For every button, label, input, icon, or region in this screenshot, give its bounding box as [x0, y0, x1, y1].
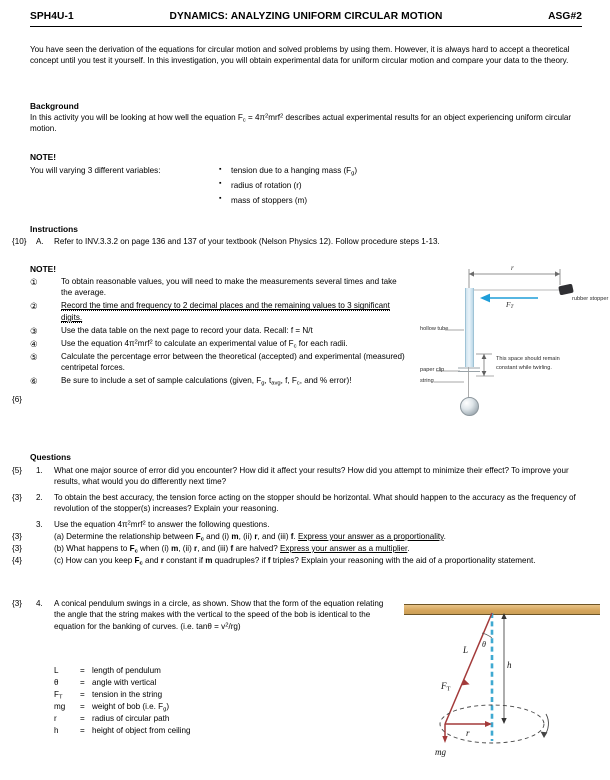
instructions-mark: {10}	[12, 237, 27, 246]
definitions-table	[54, 665, 191, 737]
question-3b-underlined: Express your answer as a multiplier	[280, 544, 408, 553]
definition-meaning-base: weight of bob (i.e. F	[92, 702, 164, 712]
instructions-heading: Instructions	[30, 224, 78, 234]
note2-item-3-sup2: 2	[149, 339, 153, 346]
definition-symbol: L	[54, 666, 59, 675]
definition-symbol: r	[54, 714, 57, 724]
list-marker: ④	[30, 338, 38, 349]
question-3b-mark: {3}	[12, 544, 22, 553]
note2-item-5-d: , and % error)!	[299, 376, 352, 386]
definition-symbol: mg	[54, 702, 66, 712]
question-3b-f: f	[230, 544, 234, 553]
question-3a-underlined: Express your answer as a proportionality	[297, 532, 444, 541]
note2-item-1-text: Record the time and frequency to 2 decimal places and the remaining values to 3 significant digits.	[61, 301, 390, 322]
question-4-number: 4.	[36, 599, 43, 608]
list-item: ▪ mass of stoppers (m)	[218, 195, 518, 206]
questions-heading: Questions	[30, 452, 71, 462]
note1-item-0: tension due to a hanging mass (F	[231, 166, 352, 175]
question-3a-r: r	[254, 532, 258, 541]
page-title: DYNAMICS: ANALYZING UNIFORM CIRCULAR MOTION	[169, 11, 443, 22]
question-3-c: to answer the following questions.	[145, 520, 270, 529]
hanging-mass-shape	[460, 397, 479, 416]
definition-equals: =	[80, 726, 85, 736]
note2-item-3-c: to calculate an experimental value of F	[152, 338, 294, 348]
list-item	[30, 300, 408, 323]
list-item	[218, 165, 518, 176]
table-row	[54, 713, 191, 725]
question-3c-mid3: quadruples? if	[212, 556, 268, 565]
note2-item-3-a: Use the equation 4π	[61, 338, 135, 348]
list-marker: ②	[30, 301, 38, 312]
background-heading: Background	[30, 101, 79, 111]
definition-meaning: radius of circular path	[92, 714, 170, 724]
question-3a-tail: .	[443, 532, 446, 541]
question-3c-f: f	[267, 556, 271, 565]
hollow-tube-shape	[465, 288, 474, 367]
list-marker: ⑥	[30, 376, 38, 387]
note2-item-5-c: , f, F	[280, 376, 297, 386]
list-marker: ⑤	[30, 351, 38, 362]
intro-paragraph: You have seen the derivation of the equations for circular motion and solved problems by using them. However, it is always hard to accept a theoretical concept until you test it yourself. In this investigation, you will obtain experimental data for uniform circular motion and compare your data to the theory.	[30, 45, 570, 66]
note2-item-5-text	[61, 376, 351, 385]
instructions-letter: A.	[36, 237, 44, 246]
note1-heading: NOTE!	[30, 152, 57, 162]
note2-item-5-b: , t	[264, 376, 272, 386]
question-3a-label: (a)	[54, 532, 64, 541]
definition-symbol	[54, 689, 80, 701]
question-3a-fc: F	[195, 532, 201, 541]
question-1-mark: {5}	[12, 466, 22, 475]
background-sup-2: 2	[279, 113, 284, 120]
note2-item-3-sup1: 2	[134, 339, 138, 346]
note1-lead: You will varying 3 different variables:	[30, 166, 161, 175]
list-item	[30, 325, 408, 336]
note2-mark: {6}	[12, 395, 22, 404]
question-3b-mid3: , and (iii)	[197, 544, 231, 553]
question-3c-pre: How can you keep	[65, 556, 135, 565]
apparatus-label-paper-clip: paper clip	[420, 367, 445, 373]
instructions-text: Refer to INV.3.3.2 on page 136 and 137 of your textbook (Nelson Physics 12). Follow procedure steps 1-13.	[54, 237, 440, 246]
question-3c-mark: {4}	[12, 556, 22, 565]
pendulum-label-L: L	[463, 645, 469, 655]
list-item	[30, 338, 408, 349]
definition-meaning-sub: g	[163, 706, 167, 713]
apparatus-label-force	[506, 300, 513, 311]
apparatus-force-sub: T	[510, 304, 514, 311]
question-3a-mid3: , and (iii)	[257, 532, 291, 541]
question-3-number: 3.	[36, 520, 43, 529]
question-3c-fc-sub: c	[139, 560, 143, 567]
question-3a-fc-sub: c	[200, 536, 204, 543]
background-sup-1: 2	[265, 113, 269, 120]
question-3c-fc: F	[134, 556, 140, 565]
question-4-sup: 2	[225, 622, 229, 629]
definition-meaning-tail: )	[166, 702, 170, 712]
pendulum-label-theta: θ	[482, 640, 486, 649]
list-item	[30, 375, 408, 386]
list-item: ▪ radius of rotation (r)	[218, 180, 518, 191]
definition-equals: =	[80, 690, 85, 700]
note2-item-5-sub3: c	[296, 380, 300, 387]
assignment-number: ASG#2	[548, 11, 582, 22]
note2-item-2-text: Use the data table on the next page to record your data. Recall: f = N/t	[61, 325, 313, 335]
definition-meaning: length of pendulum	[92, 666, 161, 675]
question-3a-f: f	[290, 532, 294, 541]
table-row	[54, 665, 191, 677]
header-divider	[30, 26, 582, 27]
question-3-text	[54, 519, 582, 530]
note2-item-4-text: Calculate the percentage error between the theoretical (accepted) and experimental (measured) centripetal forces.	[61, 351, 405, 373]
question-3-sup2: 2	[142, 520, 146, 527]
list-marker: ③	[30, 325, 38, 336]
question-3c-mid2: constant if	[163, 556, 206, 565]
question-3b-fc-sub: c	[134, 548, 138, 555]
pendulum-label-r: r	[466, 728, 470, 738]
question-3b-mid4: are halved?	[233, 544, 280, 553]
background-text-a: In this activity you will be looking at how well the equation F	[30, 113, 243, 122]
table-row	[54, 725, 191, 737]
list-marker: ①	[30, 277, 38, 287]
question-3c-m: m	[205, 556, 213, 565]
definition-equals: =	[80, 678, 85, 688]
question-3-b: mrf	[130, 520, 143, 529]
question-3a-mid1: and (i)	[203, 532, 232, 541]
question-2-mark: {3}	[12, 493, 22, 502]
list-item	[30, 276, 408, 299]
conical-pendulum-diagram	[404, 604, 610, 780]
question-3b-mid2: , (ii)	[178, 544, 195, 553]
definition-meaning: angle with vertical	[92, 678, 157, 688]
definition-symbol: θ	[54, 678, 59, 688]
question-3c-r: r	[160, 556, 164, 565]
question-3b-r: r	[194, 544, 198, 553]
apparatus-svg	[420, 258, 609, 430]
note2-item-0-text: To obtain reasonable values, you will need to make the measurements several times and take the average.	[61, 277, 397, 298]
question-3b-label: (b)	[54, 544, 64, 553]
question-1-text: What one major source of error did you encounter? How did it affect your results? How did you attempt to minimize their effect? To improve your results, what would you do differently next time?	[54, 466, 569, 487]
definition-equals: =	[80, 702, 85, 712]
question-3c-mid4: triples? Explain your reasoning with the aid of a proportionality statement.	[270, 556, 536, 565]
apparatus-label-r: r	[511, 264, 514, 272]
question-3b-tail: .	[407, 544, 410, 553]
note2-item-3-b: mrf	[137, 338, 150, 348]
background-sub-c: c	[242, 117, 246, 124]
definition-symbol-base: F	[54, 690, 59, 700]
table-row	[54, 701, 191, 713]
question-3a-mark: {3}	[12, 532, 22, 541]
apparatus-force-symbol: F	[506, 300, 511, 309]
question-3b-mid1: when (i)	[137, 544, 172, 553]
question-3a	[54, 531, 588, 542]
background-text	[30, 112, 582, 135]
pendulum-label-mg: mg	[435, 747, 446, 757]
question-3b-fc: F	[129, 544, 135, 553]
question-1-number: 1.	[36, 466, 43, 475]
pendulum-FT-sub: T	[446, 685, 451, 693]
question-3a-mid4: .	[293, 532, 298, 541]
definition-meaning: height of object from ceiling	[92, 726, 191, 736]
question-3-sup1: 2	[127, 520, 131, 527]
question-3-a: Use the equation 4π	[54, 520, 128, 529]
definition-equals: =	[80, 666, 85, 675]
apparatus-label-hollow-tube: hollow tube	[420, 326, 449, 332]
page-header	[30, 10, 582, 27]
definition-symbol-sub: T	[58, 694, 63, 701]
apparatus-diagram	[420, 258, 609, 430]
question-2-text: To obtain the best accuracy, the tension force acting on the stopper should be horizontal. What should happen to the accuracy as the frequency of revolution of the stopper(s) increases? Explain your reasoning.	[54, 493, 576, 514]
apparatus-note-line2: constant while twirling.	[496, 365, 552, 371]
pendulum-label-h: h	[507, 660, 512, 670]
apparatus-label-string: string	[420, 378, 434, 384]
question-4-body: A conical pendulum swings in a circle, as shown. Show that the form of the equation relating the angle that the string makes with the vertical to the speed of the bob is identical to the equation for the banking of curves. (i.e. tanθ = v	[54, 599, 384, 631]
background-text-after: describes actual experimental results for an object experiencing uniform circular motion.	[30, 113, 572, 134]
pendulum-label-FT	[441, 680, 450, 693]
note2-item-5-sub1: g	[261, 380, 265, 387]
note1-item-0-tail: )	[354, 166, 358, 175]
question-4-tail: /rg)	[228, 621, 241, 631]
table-row	[54, 689, 191, 701]
definition-meaning	[92, 701, 191, 713]
question-4-mark: {3}	[12, 599, 22, 608]
question-3c	[54, 555, 588, 566]
list-item	[30, 351, 408, 374]
definition-meaning: tension in the string	[92, 690, 163, 700]
apparatus-label-rubber-stopper: rubber stopper	[572, 296, 609, 302]
question-4-text	[54, 598, 384, 632]
note2-item-3-d: for each radii.	[296, 338, 348, 348]
question-3b-m: m	[171, 544, 179, 553]
question-3b	[54, 543, 588, 554]
background-text-eq: = 4π	[245, 113, 266, 122]
question-3b-pre: What happens to	[66, 544, 130, 553]
question-3a-m: m	[231, 532, 239, 541]
note2-item-5-sub2: avg	[271, 380, 281, 387]
note1-item-0-sub: g	[351, 170, 355, 177]
question-3c-mid1: and	[142, 556, 161, 565]
table-row	[54, 677, 191, 689]
question-2-number: 2.	[36, 493, 43, 502]
pendulum-FT-symbol: F	[441, 681, 447, 691]
question-3a-pre: Determine the relationship between	[66, 532, 196, 541]
note1-variable-list	[218, 165, 518, 210]
note2-heading: NOTE!	[30, 264, 57, 274]
definition-symbol: h	[54, 726, 59, 736]
note2-list	[30, 276, 408, 388]
course-code: SPH4U-1	[30, 11, 74, 22]
note2-item-3-sub: c	[293, 343, 297, 350]
note2-item-5-a: Be sure to include a set of sample calculations (given, F	[61, 376, 262, 386]
background-text-mid: mrf	[268, 113, 280, 122]
definition-equals: =	[80, 714, 85, 724]
question-3c-label: (c)	[54, 556, 64, 565]
question-3a-mid2: , (ii)	[238, 532, 255, 541]
note2-item-3-text	[61, 339, 348, 348]
apparatus-note-line1: This space should remain	[496, 356, 560, 362]
